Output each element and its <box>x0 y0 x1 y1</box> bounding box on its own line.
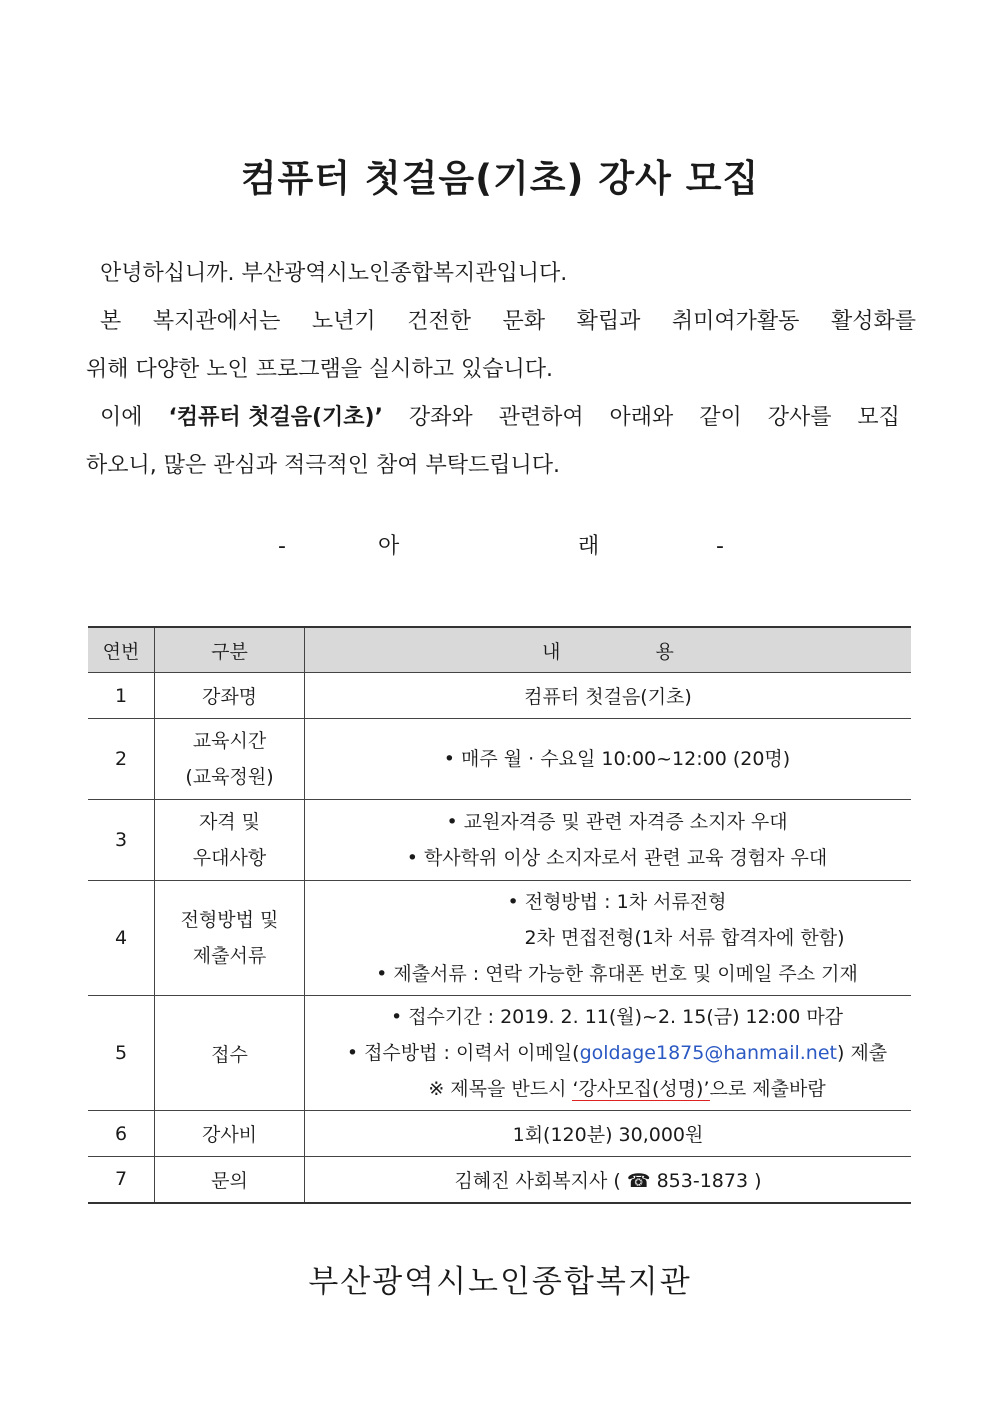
intro-word: 이에 <box>100 405 143 430</box>
intro-word: 아래와 <box>609 405 674 430</box>
row-no: 6 <box>88 1111 155 1157</box>
intro-word: 확립과 <box>576 309 641 334</box>
row-category: 전형방법 및 제출서류 <box>155 881 305 996</box>
intro-word: 문화 <box>502 309 546 334</box>
table-row <box>88 1157 911 1203</box>
row-no: 1 <box>88 673 155 719</box>
row-content: • 접수기간 : 2019. 2. 11(월)~2. 15(금) 12:00 마감 • 접수방법 : 이력서 이메일(goldage1875@hanmail.net) 제출 ※ 제목을 반드시 ‘강사모집(성명)’으로 제출바람 <box>305 996 912 1111</box>
table-row <box>88 673 911 719</box>
intro-word: 취미여가활동 <box>671 309 800 334</box>
organization-footer: 부산광역시노인종합복지관 <box>308 1264 692 1300</box>
notice-heading <box>270 530 730 564</box>
notice-char: 래 <box>578 534 600 559</box>
table-header-row <box>88 627 911 673</box>
header-no: 연번 <box>88 627 155 673</box>
course-name-emphasis: ‘컴퓨터 첫걸음(기초)’ <box>168 405 383 430</box>
table-row <box>88 800 911 881</box>
intro-line-1: 안녕하십니까. 부산광역시노인종합복지관입니다. <box>100 261 568 286</box>
table-row <box>88 881 911 996</box>
row-category: 문의 <box>155 1157 305 1203</box>
intro-line-5: 하오니, 많은 관심과 적극적인 참여 부탁드립니다. <box>86 453 560 478</box>
header-content: 내 용 <box>305 627 912 673</box>
row-content: 김혜진 사회복지사 ( ☎ 853-1873 ) <box>305 1157 912 1203</box>
intro-word: 건전한 <box>407 309 471 334</box>
intro-word: 같이 <box>699 405 742 430</box>
info-table <box>88 626 911 1204</box>
row-content: • 전형방법 : 1차 서류전형 2차 면접전형(1차 서류 합격자에 한함) • 제출서류 : 연락 가능한 휴대폰 번호 및 이메일 주소 기재 <box>305 881 912 996</box>
intro-word: 강좌와 <box>408 405 473 430</box>
table-row <box>88 719 911 800</box>
table-row <box>88 996 911 1111</box>
page-title: 컴퓨터 첫걸음(기초) 강사 모집 <box>240 157 760 200</box>
email-address: goldage1875@hanmail.net <box>579 1042 837 1064</box>
row-content: 1회(120분) 30,000원 <box>305 1111 912 1157</box>
row-content: • 매주 월 · 수요일 10:00~12:00 (20명) <box>305 719 912 800</box>
header-category: 구분 <box>155 627 305 673</box>
row-category: 강좌명 <box>155 673 305 719</box>
row-no: 3 <box>88 800 155 881</box>
intro-line-4 <box>86 394 900 442</box>
intro-paragraph <box>86 250 916 490</box>
intro-word: 노년기 <box>311 309 376 334</box>
row-category: 접수 <box>155 996 305 1111</box>
table-row <box>88 1111 911 1157</box>
row-no: 7 <box>88 1157 155 1203</box>
row-category: 자격 및 우대사항 <box>155 800 305 881</box>
notice-dash-right: - <box>716 534 724 559</box>
notice-char: 아 <box>378 534 400 559</box>
intro-line-2 <box>86 298 916 346</box>
intro-line-3: 위해 다양한 노인 프로그램을 실시하고 있습니다. <box>86 357 554 382</box>
intro-word: 본 <box>100 309 122 334</box>
row-category: 강사비 <box>155 1111 305 1157</box>
row-no: 5 <box>88 996 155 1111</box>
intro-word: 관련하여 <box>498 405 584 430</box>
intro-word: 활성화를 <box>830 309 916 334</box>
row-content: 컴퓨터 첫걸음(기초) <box>305 673 912 719</box>
row-no: 2 <box>88 719 155 800</box>
intro-word: 강사를 <box>767 405 832 430</box>
intro-word: 모집 <box>857 405 900 430</box>
row-no: 4 <box>88 881 155 996</box>
notice-dash-left: - <box>278 534 286 559</box>
row-category: 교육시간 (교육정원) <box>155 719 305 800</box>
intro-word: 복지관에서는 <box>152 309 281 334</box>
row-content: • 교원자격증 및 관련 자격증 소지자 우대 • 학사학위 이상 소지자로서 관련 교육 경험자 우대 <box>305 800 912 881</box>
